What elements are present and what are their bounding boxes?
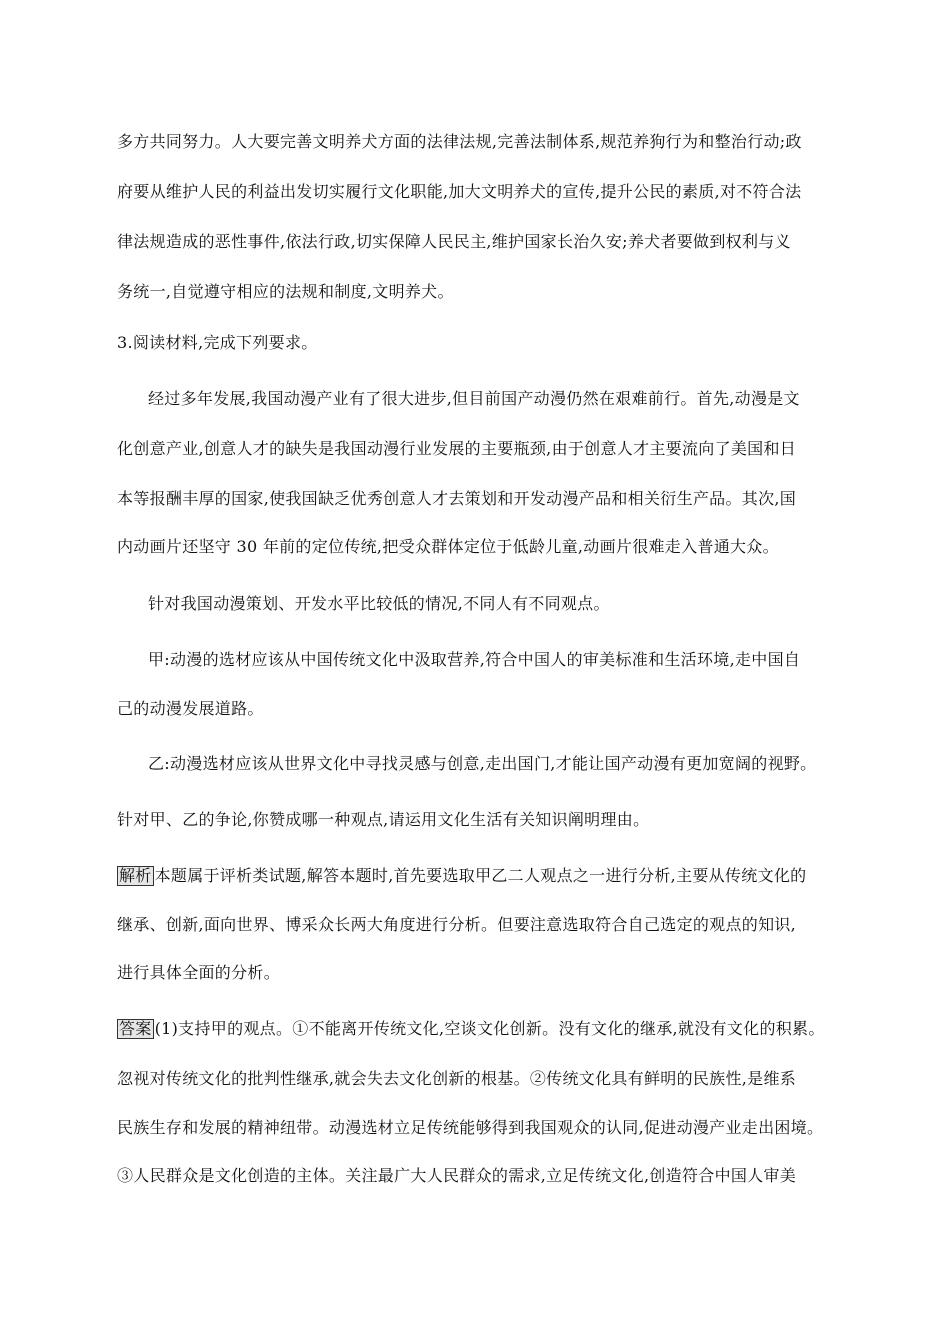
analysis-tag: 解析: [119, 866, 152, 885]
view-yi: 乙:动漫选材应该从世界文化中寻找灵感与创意,走出国门,才能让国产动漫有更加宽阔的视野。: [148, 754, 817, 773]
analysis-text-1: 本题属于评析类试题,解答本题时,首先要选取甲乙二人观点之一进行分析,主要从传统文化的: [154, 866, 807, 885]
answer-text-1: (1)支持甲的观点。①不能离开传统文化,空谈文化创新。没有文化的继承,就没有文化的积累。: [154, 1019, 825, 1038]
answer-line-2: 忽视对传统文化的批判性继承,就会失去文化创新的根基。②传统文化具有鲜明的民族性,是维系: [117, 1069, 797, 1088]
material-intro: 针对我国动漫策划、开发水平比较低的情况,不同人有不同观点。: [148, 594, 610, 613]
prev-answer-line-2: 府要从维护人民的利益出发切实履行文化职能,加大文明养犬的宣传,提升公民的素质,对不符合法: [117, 182, 802, 201]
prev-answer-line-4: 务统一,自觉遵守相应的法规和制度,文明养犬。: [117, 282, 454, 301]
analysis-line-2: 继承、创新,面向世界、博采众长两大角度进行分析。但要注意选取符合自己选定的观点的知识,: [117, 915, 797, 934]
material-line-1: 经过多年发展,我国动漫产业有了很大进步,但目前国产动漫仍然在艰难前行。首先,动漫是文: [148, 389, 800, 408]
question-prompt: 针对甲、乙的争论,你赞成哪一种观点,请运用文化生活有关知识阐明理由。: [117, 810, 650, 829]
analysis-line-1: [117, 866, 806, 886]
view-jia-line-1: 甲:动漫的选材应该从中国传统文化中汲取营养,符合中国人的审美标准和生活环境,走中国自: [148, 650, 801, 669]
analysis-line-3: 进行具体全面的分析。: [117, 963, 281, 982]
material-line-3: 本等报酬丰厚的国家,使我国缺乏优秀创意人才去策划和开发动漫产品和相关衍生产品。其次,国: [117, 489, 797, 508]
question-heading: 3.阅读材料,完成下列要求。: [117, 333, 318, 352]
answer-line-4: ③人民群众是文化创造的主体。关注最广大人民群众的需求,立足传统文化,创造符合中国人审美: [117, 1166, 797, 1185]
material-line-2: 化创意产业,创意人才的缺失是我国动漫行业发展的主要瓶颈,由于创意人才主要流向了美国和日: [117, 439, 797, 458]
view-jia-line-2: 己的动漫发展道路。: [117, 699, 264, 718]
answer-tag: 答案: [119, 1019, 152, 1038]
answer-line-3: 民族生存和发展的精神纽带。动漫选材立足传统能够得到我国观众的认同,促进动漫产业走出困境。: [117, 1118, 824, 1137]
prev-answer-line-3: 律法规造成的恶性事件,依法行政,切实保障人民民主,维护国家长治久安;养犬者要做到权利与义: [117, 232, 791, 251]
prev-answer-line-1: 多方共同努力。人大要完善文明养犬方面的法律法规,完善法制体系,规范养狗行为和整治行动;政: [117, 132, 802, 151]
answer-line-1: [117, 1019, 825, 1039]
material-line-4: 内动画片还坚守 30 年前的定位传统,把受众群体定位于低龄儿童,动画片很难走入普通大众。: [117, 537, 779, 556]
